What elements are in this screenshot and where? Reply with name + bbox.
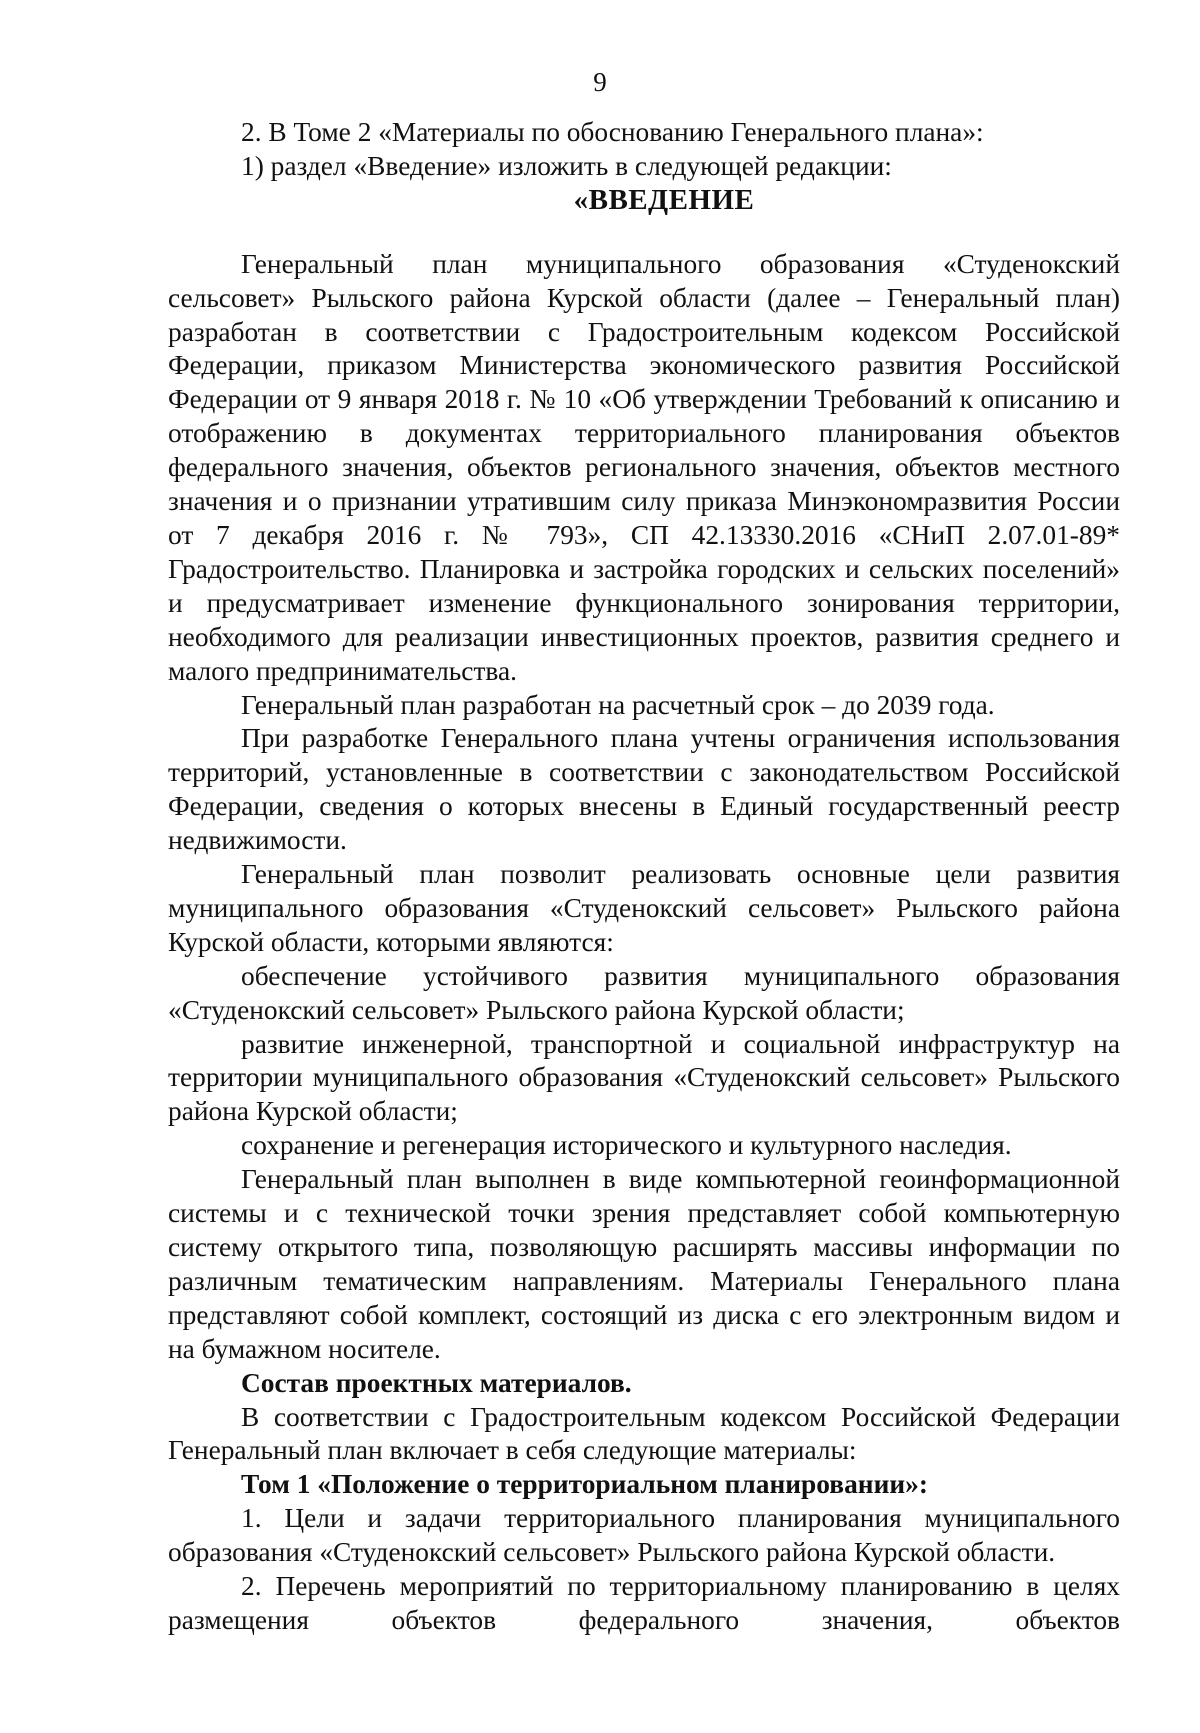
paragraph-goal-sustainable: обеспечение устойчивого развития муниципального образования «Студенокский сельсовет» Рыльского района Курской области; <box>168 960 1120 1025</box>
paragraph-term: Генеральный план разработан на расчетный срок – до 2039 года. <box>241 689 995 720</box>
list-item-2: 2. Перечень мероприятий по территориальному планированию в целях размещения объектов федерального значения, объектов <box>168 1571 1120 1635</box>
intro-line-volume-2: 2. В Томе 2 «Материалы по обоснованию Генерального плана»: <box>241 117 984 147</box>
document-body <box>168 116 1120 1638</box>
composition-text: В соответствии с Градостроительным кодексом Российской Федерации Генеральный план включает в себя следующие материалы: <box>168 1401 1120 1466</box>
section-title: «ВВЕДЕНИЕ <box>573 183 755 216</box>
paragraph-general-plan: Генеральный план муниципального образования «Студенокский сельсовет» Рыльского района Курской области (далее – Генеральный план) разработан в соответствии с Градостроительным кодексом Российской Федерации, приказом Министерства экономического развития Российской Федерации от 9 января 2018 г. № 10 «Об утверждении Требований к описанию и отображению в документах территориального планирования объектов федерального значения, объектов регионального значения, объектов местного значения и о признании утратившим силу приказа Минэкономразвития России от 7 декабря 2016 г. № 793», СП 42.13330.2016 «СНиП 2.07.01-89* Градостроительство. Планировка и застройка городских и сельских поселений» и предусматривает изменение функционального зонирования территории, необходимого для реализации инвестиционных проектов, развития среднего и малого предпринимательства. <box>168 248 1120 686</box>
composition-heading: Состав проектных материалов. <box>241 1367 632 1398</box>
paragraph-goals: Генеральный план позволит реализовать основные цели развития муниципального образования «Студенокский сельсовет» Рыльского района Курской области, которыми являются: <box>168 859 1120 957</box>
list-item-1: 1. Цели и задачи территориального планирования муниципального образования «Студенокский сельсовет» Рыльского района Курской области. <box>168 1503 1120 1568</box>
volume-1-heading: Том 1 «Положение о территориальном планировании»: <box>241 1469 928 1500</box>
paragraph-gis: Генеральный план выполнен в виде компьютерной геоинформационной системы и с технической точки зрения представляет собой компьютерную систему открытого типа, позволяющую расширять массивы информации по различным тематическим направлениям. Материалы Генерального плана представляют собой комплект, состоящий из диска с его электронным видом и на бумажном носителе. <box>168 1164 1120 1364</box>
paragraph-restrictions: При разработке Генерального плана учтены ограничения использования территорий, установленные в соответствии с законодательством Российской Федерации, сведения о которых внесены в Единый государственный реестр недвижимости. <box>168 723 1120 856</box>
page-number: 9 <box>593 67 607 97</box>
paragraph-goal-heritage: сохранение и регенерация исторического и культурного наследия. <box>241 1130 1012 1161</box>
intro-line-section: 1) раздел «Введение» изложить в следующей редакции: <box>241 150 892 181</box>
paragraph-goal-infrastructure: развитие инженерной, транспортной и социальной инфраструктур на территории муниципального образования «Студенокский сельсовет» Рыльского района Курской области; <box>168 1028 1120 1127</box>
